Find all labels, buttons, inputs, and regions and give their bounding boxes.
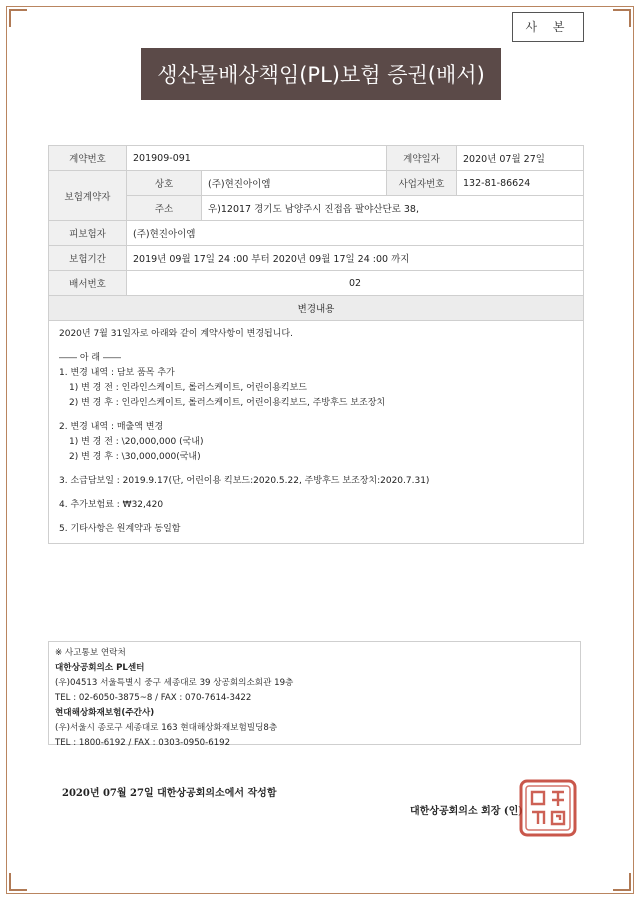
- corner-ornament: [613, 9, 631, 27]
- period-label: 보험기간: [49, 246, 127, 271]
- document-title: [141, 48, 501, 100]
- contract-no-value: 201909-091: [127, 146, 387, 171]
- period-row: [49, 246, 584, 271]
- company-name-value: (주)현진아이엠: [202, 171, 387, 196]
- change-item-2-title: 2. 변경 내역 : 매출액 변경: [59, 422, 164, 432]
- contact-org-1-tel: TEL : 02-6050-3875~8 / FAX : 070-7614-3422: [55, 693, 252, 703]
- endorsement-row: [49, 271, 584, 296]
- contract-date-label: 계약일자: [387, 146, 457, 171]
- signatory-line: 대한상공회의소 회장 (인): [410, 806, 524, 817]
- contract-no-label: 계약번호: [49, 146, 127, 171]
- policy-table: [48, 145, 584, 544]
- change-item-1-title: 1. 변경 내역 : 담보 품목 추가: [59, 368, 175, 378]
- accident-contact-box: [48, 641, 581, 748]
- official-seal-icon: [518, 778, 578, 838]
- change-item-1-before: 1) 변 경 전 : 인라인스케이트, 롤러스케이트, 어린이용킥보드: [69, 383, 307, 393]
- change-item-1-after: 2) 변 경 후 : 인라인스케이트, 롤러스케이트, 어린이용킥보드, 주방후드 보조장치: [69, 398, 386, 408]
- changes-header: 변경내용: [49, 296, 584, 321]
- changes-intro: 2020년 7월 31일자로 아래와 같이 계약사항이 변경됩니다.: [59, 329, 293, 339]
- changes-header-row: [49, 296, 584, 321]
- address-label: 주소: [127, 196, 202, 221]
- address-value: 우)12017 경기도 남양주시 진접읍 팔야산단로 38,: [202, 196, 584, 221]
- insured-label: 피보험자: [49, 221, 127, 246]
- corner-ornament: [9, 9, 27, 27]
- contact-org-2: 현대해상화재보험(주간사): [55, 708, 155, 718]
- changes-content-row: [49, 321, 584, 544]
- contact-org-2-address: (우)서울시 종로구 세종대로 163 현대해상화재보험빌딩8층: [55, 723, 278, 733]
- insured-value: (주)현진아이엠: [127, 221, 584, 246]
- address-row: [49, 196, 584, 221]
- endorsement-value: 02: [127, 271, 584, 296]
- business-number-label: 사업자번호: [387, 171, 457, 196]
- change-item-2-before: 1) 변 경 전 : \20,000,000 (국내): [69, 437, 204, 447]
- copy-badge: 사 본: [512, 12, 584, 42]
- change-item-3: 3. 소급담보일 : 2019.9.17(단, 어린이용 킥보드:2020.5.22, 주방후드 보조장치:2020.7.31): [59, 476, 430, 486]
- contact-org-1-address: (우)04513 서울특별시 중구 세종대로 39 상공회의소회관 19층: [55, 678, 294, 688]
- contact-org-2-tel: TEL : 1800-6192 / FAX : 0303-0950-6192: [55, 738, 231, 748]
- changes-divider: ―― 아 래 ――: [59, 353, 121, 363]
- policyholder-label: 보험계약자: [49, 171, 127, 221]
- company-name-label: 상호: [127, 171, 202, 196]
- change-item-2-after: 2) 변 경 후 : \30,000,000(국내): [69, 452, 201, 462]
- endorsement-label: 배서번호: [49, 271, 127, 296]
- contract-row: [49, 146, 584, 171]
- changes-content: [49, 321, 584, 544]
- change-item-4: 4. 추가보험료 : ₩32,420: [59, 500, 164, 510]
- contract-date-value: 2020년 07월 27일: [457, 146, 584, 171]
- insured-row: [49, 221, 584, 246]
- business-number-value: 132-81-86624: [457, 171, 584, 196]
- policyholder-row: [49, 171, 584, 196]
- corner-ornament: [9, 873, 27, 891]
- change-item-5: 5. 기타사항은 원계약과 동일함: [59, 524, 181, 534]
- contact-org-1: 대한상공회의소 PL센터: [55, 663, 145, 673]
- contact-heading: ※ 사고통보 연락처: [55, 648, 126, 658]
- corner-ornament: [613, 873, 631, 891]
- period-value: 2019년 09월 17일 24 :00 부터 2020년 09월 17일 24 :00 까지: [127, 246, 584, 271]
- document-title-text: 생산물배상책임(PL)보험 증권(배서): [157, 63, 485, 87]
- issue-date-line: 2020년 07월 27일 대한상공회의소에서 작성함: [62, 788, 277, 799]
